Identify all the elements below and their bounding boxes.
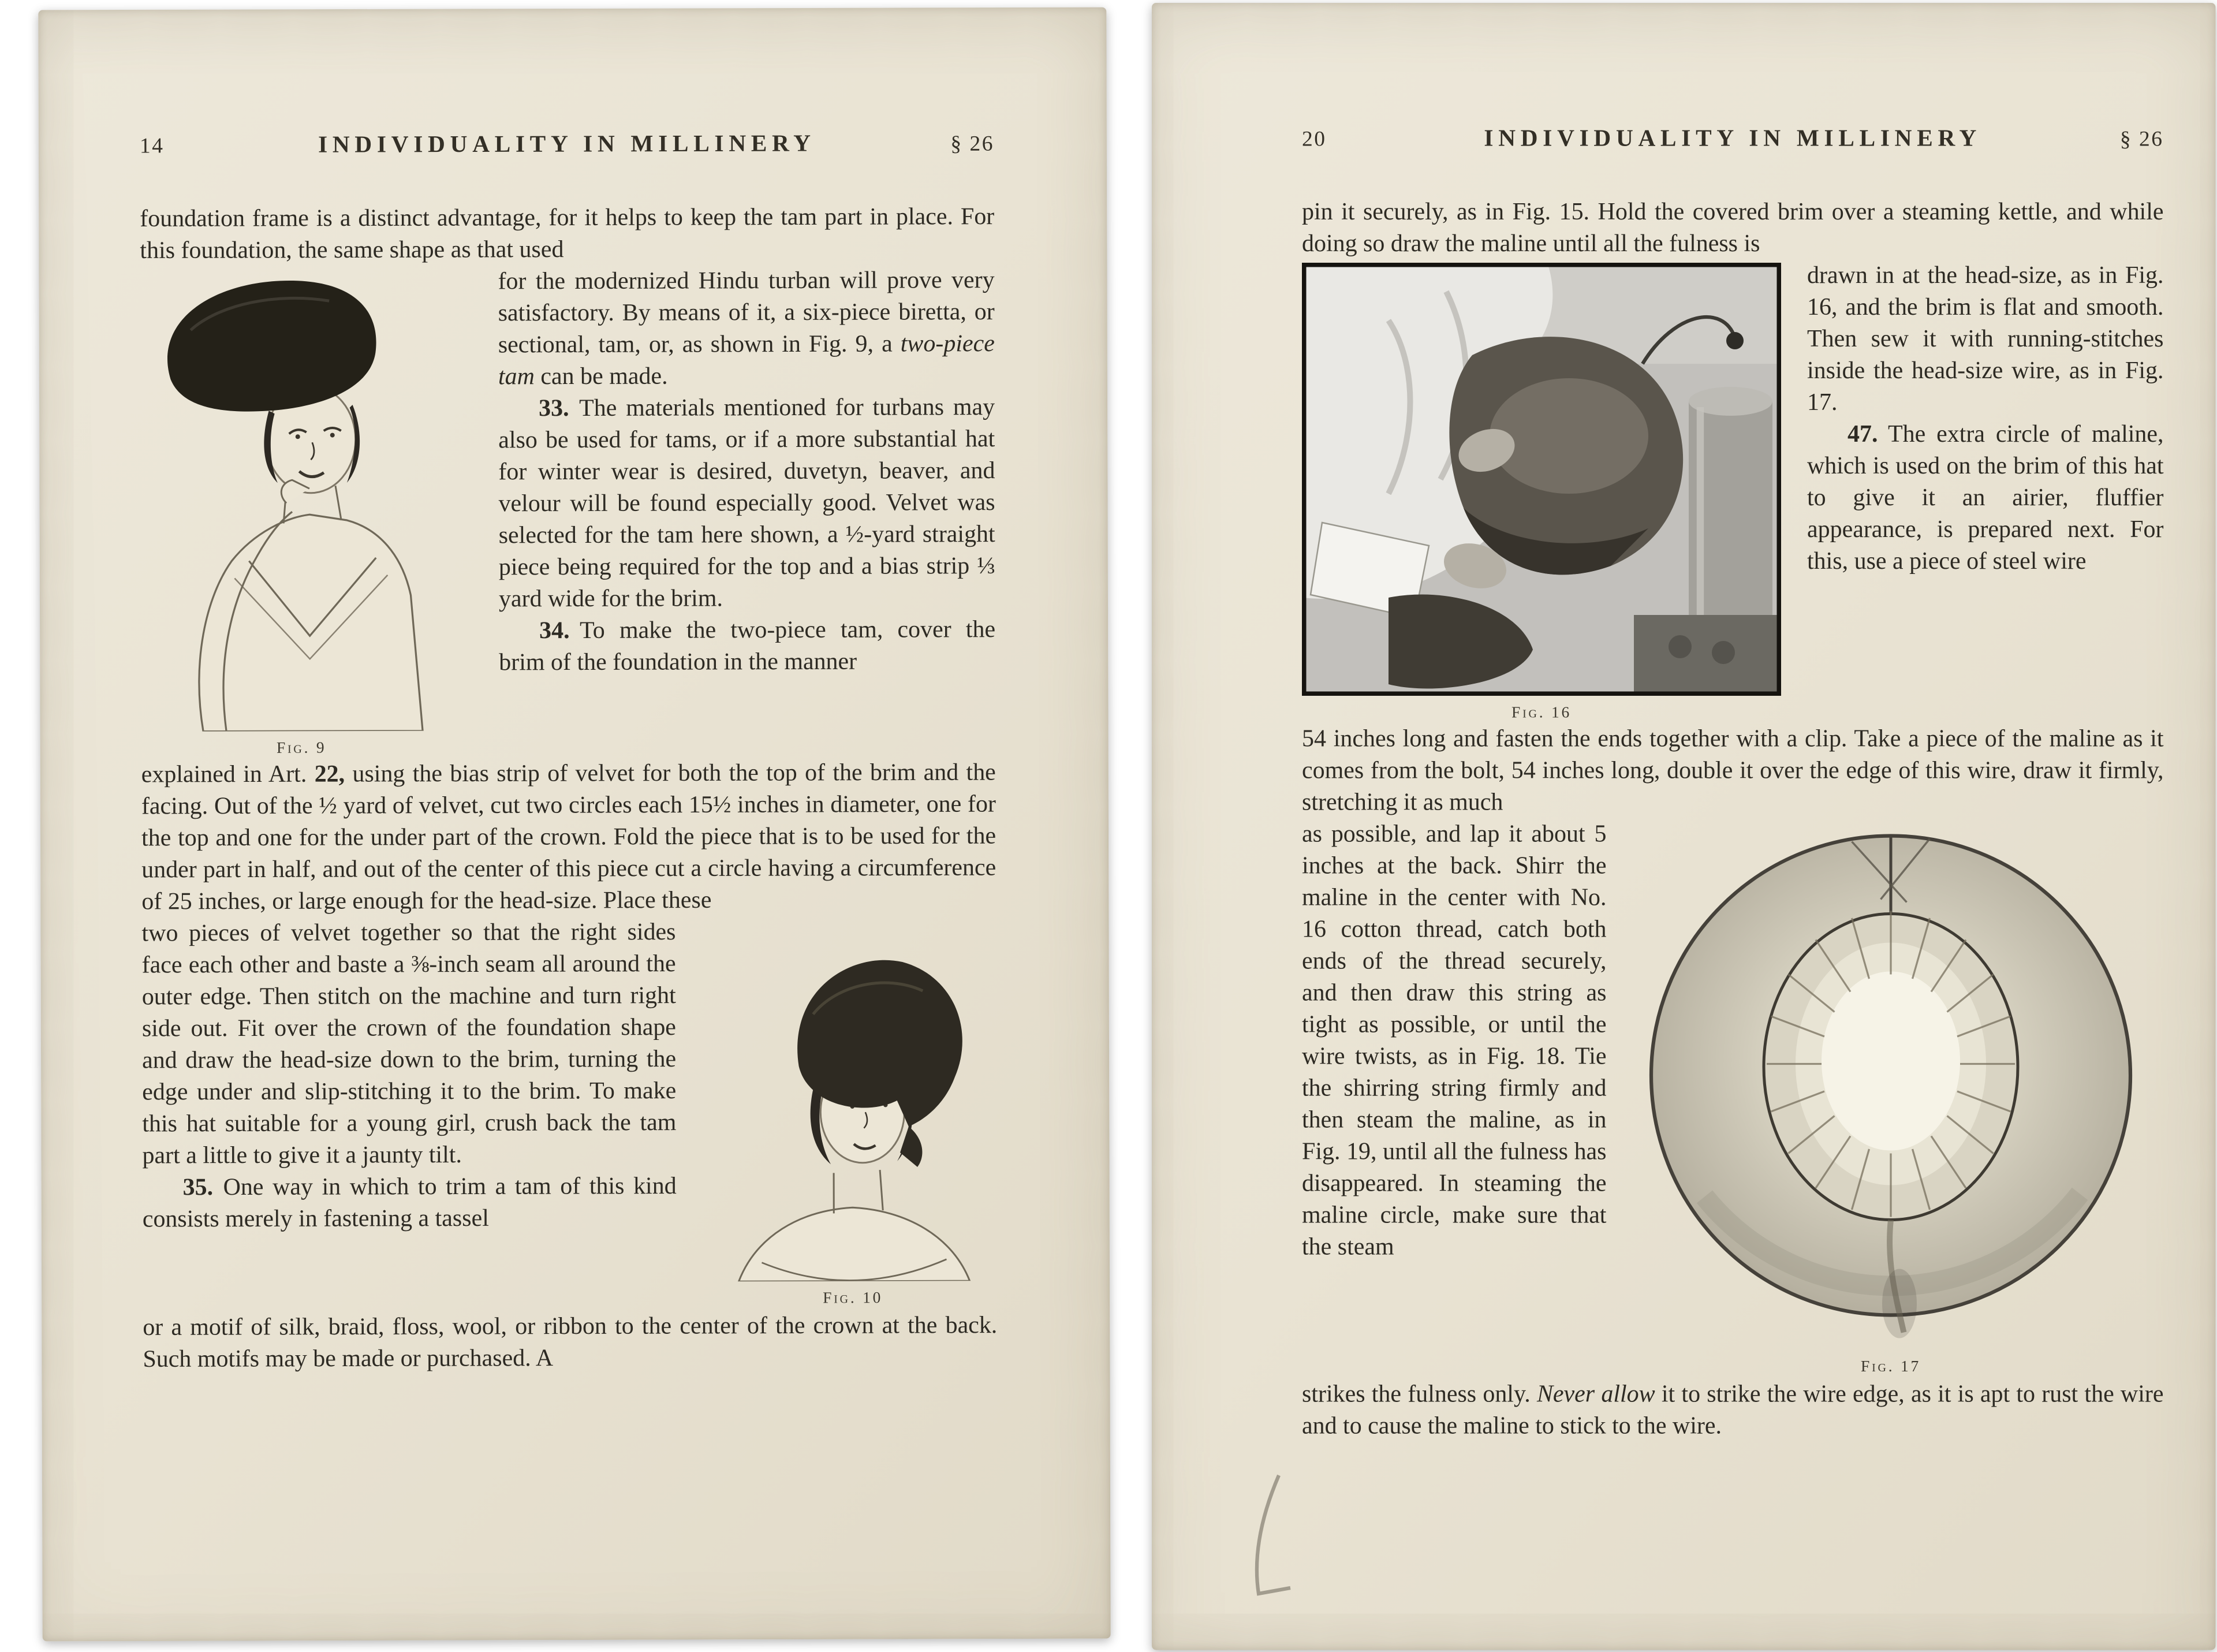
text-run: strikes the fulness only. — [1302, 1379, 1537, 1408]
figure-10-caption: Fig. 10 — [823, 1290, 883, 1308]
paragraph-35-start — [143, 1171, 677, 1236]
fig17-shirred-maline-circle-illustration — [1618, 819, 2164, 1351]
paragraph-number: 33. — [539, 394, 569, 422]
italic-text-run: two-piece tam — [498, 329, 995, 390]
text-run: To make the two-piece tam, cover the brim of the foundation in the manner — [499, 615, 996, 676]
text-run: for the modernized Hindu turban will prove very satisfactory. By means of it, a six-piece biretta, or sectional, tam, or, as shown in Fig. 9, a — [498, 266, 995, 359]
figure-17 — [1618, 819, 2164, 1379]
figure-16 — [1302, 263, 1781, 724]
text-run: The extra circle of maline, which is used on the brim of this hat to give it an airier, fluffier appearance, is prepared next. For this, use a piece of steel wire — [1807, 420, 2164, 575]
paragraph-47-end — [1302, 1378, 2164, 1442]
paragraph-number: 47. — [1848, 420, 1878, 448]
paragraph-continuation: drawn in at the head-size, as in Fig. 16, and the brim is flat and smooth. Then sew it with running-stitches inside the head-size wire, as in Fig. 17. — [1807, 261, 2164, 416]
text-run: using the bias strip of velvet for both the top of the brim and the facing. Out of the ½ yard of velvet, cut two circles each 15½ inches in diameter, one for the top and one for the under part of the crown. Fold the piece that is to be used for the under part in half, and out of the center of this piece cut a circle having a circumference of 25 inches, or large enough for the head-size. Place these — [141, 759, 996, 916]
paragraph-34-continuation: two pieces of velvet together so that the right sides face each other and baste a ⅜-inch seam all around the outer edge. Then stitch on the machine and turn right side out. Fit over the crown of the foundation shape and draw the head-size down to the brim, turning the edge under and slip-stitching it to the brim. To make this hat suitable for a young girl, crush back the tam part a little to give it a jaunty tilt. — [141, 918, 677, 1170]
paragraph-continuation: foundation frame is a distinct advantage, for it helps to keep the tam part in place. For this foundation, the same shape as that used — [140, 202, 995, 264]
left-page-number: 14 — [139, 135, 165, 159]
right-page-number: 20 — [1302, 128, 1327, 152]
paragraph-34-start — [499, 614, 995, 678]
text-run: The materials mentioned for turbans may also be used for tams, or if a more substantial hat for winter wear is desired, duvetyn, beaver, and velour will be found especially good. Velvet was selected for the tam here shown, a ½-yard straight piece being required for the top and a bias strip ⅓ yard wide for the brim. — [498, 393, 995, 613]
paragraph-34-continuation — [141, 758, 996, 919]
text-run: explained in Art. — [141, 760, 315, 789]
right-page — [1152, 3, 2216, 1650]
fig9-woman-in-tam-illustration — [147, 272, 454, 732]
paragraph-47-continuation: 54 inches long and fasten the ends together with a clip. Take a piece of the maline as it comes from the bolt, 54 inches long, double it over the edge of this wire, draw it firmly, stretching it as much — [1302, 725, 2164, 816]
italic-text-run: Never allow — [1536, 1379, 1655, 1408]
right-page-body — [1302, 196, 2164, 1442]
paragraph-number: 35. — [182, 1173, 214, 1202]
left-running-title: INDIVIDUALITY IN MILLINERY — [318, 129, 816, 158]
paragraph-33 — [498, 391, 995, 615]
right-running-title: INDIVIDUALITY IN MILLINERY — [1484, 124, 1982, 152]
paragraph-35-continuation: or a motif of silk, braid, floss, wool, or ribbon to the center of the crown at the back. Such motifs may be made or purchased. A — [143, 1311, 998, 1373]
figure-16-caption: Fig. 16 — [1511, 704, 1572, 722]
right-page-header — [1302, 124, 2164, 153]
paragraph-47-continuation: as possible, and lap it about 5 inches at the back. Shirr the maline in the center with No. 16 cotton thread, catch both ends of the thread securely, and then draw this string as tight as possible, or until the wire twists, as in Fig. 18. Tie the shirring string firmly and then steam the maline, as in Fig. 19, until all the fulness has disappeared. In steaming the maline circle, make sure that the steam — [1302, 821, 1607, 1261]
article-reference: 22, — [314, 760, 345, 788]
paragraph-47-start — [1807, 419, 2164, 577]
fig10-woman-in-crushed-tam-illustration — [711, 928, 994, 1282]
paragraph-continuation: pin it securely, as in Fig. 15. Hold the covered brim over a steaming kettle, and while doing so draw the maline until all the fulness is — [1302, 197, 2164, 257]
left-page-header — [140, 129, 994, 160]
left-page-body — [140, 201, 997, 1375]
text-run: One way in which to trim a tam of this kind consists merely in fastening a tassel — [142, 1172, 677, 1233]
fig16-steaming-kettle-photo — [1302, 263, 1781, 696]
left-section-mark: § 26 — [950, 133, 994, 156]
figure-17-caption: Fig. 17 — [1861, 1359, 1921, 1377]
right-section-mark: § 26 — [2119, 128, 2164, 152]
text-run: can be made. — [534, 362, 668, 390]
pencil-mark — [1238, 1472, 1296, 1605]
text-run: it to strike the wire edge, as it is apt to rust the wire and to cause the maline to stick to the wire. — [1302, 1379, 2164, 1440]
figure-9 — [140, 272, 461, 760]
figure-10 — [707, 928, 997, 1310]
figure-9-caption: Fig. 9 — [276, 740, 327, 758]
paragraph-continuation — [498, 264, 995, 393]
paragraph-number: 34. — [539, 616, 570, 644]
left-page — [38, 8, 1110, 1642]
